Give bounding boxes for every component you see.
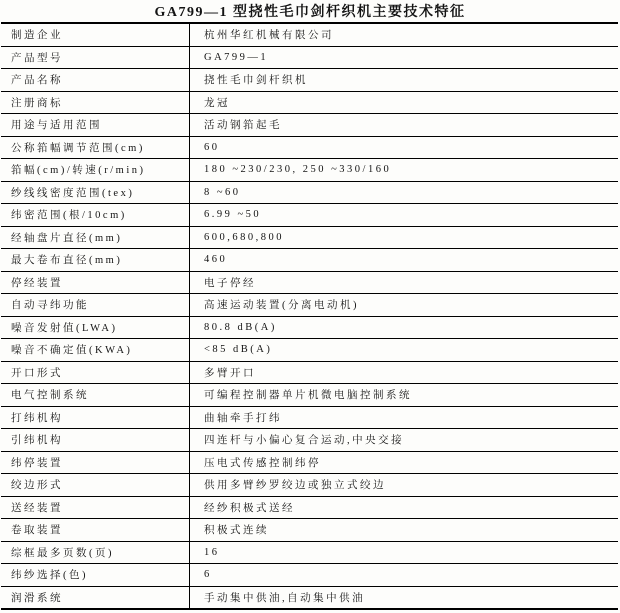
spec-value: 经纱积极式送经 <box>204 502 295 514</box>
table-row <box>1 24 618 47</box>
table-row <box>1 384 618 407</box>
spec-label: 纬停装置 <box>1 452 190 474</box>
table-row <box>1 92 618 115</box>
table-row <box>1 204 618 227</box>
table-row <box>1 159 618 182</box>
spec-value: 多臂开口 <box>204 367 256 379</box>
table-row <box>1 497 618 520</box>
spec-value: 60 <box>204 141 220 153</box>
spec-label: 经轴盘片直径(mm) <box>1 227 190 249</box>
spec-value: 杭州华红机械有限公司 <box>204 30 334 42</box>
table-row <box>1 407 618 430</box>
spec-value: 16 <box>204 546 220 558</box>
spec-value: <85 dB(A) <box>204 344 273 356</box>
table-row <box>1 362 618 385</box>
spec-value: 460 <box>204 254 228 266</box>
spec-value: 6.99 ~50 <box>204 209 262 221</box>
table-row <box>1 272 618 295</box>
spec-label: 产品名称 <box>1 69 190 91</box>
spec-label: 自动寻纬功能 <box>1 294 190 316</box>
table-row <box>1 452 618 475</box>
spec-value: 8 ~60 <box>204 186 241 198</box>
spec-value: 80.8 dB(A) <box>204 321 277 333</box>
spec-label: 送经装置 <box>1 497 190 519</box>
spec-label: 打纬机构 <box>1 407 190 429</box>
spec-label: 用途与适用范围 <box>1 114 190 136</box>
table-row <box>1 294 618 317</box>
table-row <box>1 69 618 92</box>
table-row <box>1 137 618 160</box>
spec-label: 产品型号 <box>1 47 190 69</box>
spec-label: 筘幅(cm)/转速(r/min) <box>1 159 190 181</box>
table-row <box>1 227 618 250</box>
table-row <box>1 317 618 340</box>
spec-label: 引纬机构 <box>1 429 190 451</box>
table-row <box>1 249 618 272</box>
spec-table <box>1 22 618 610</box>
spec-label: 综框最多页数(页) <box>1 542 190 564</box>
spec-label: 纬密范围(根/10cm) <box>1 204 190 226</box>
spec-label: 噪音不确定值(KWA) <box>1 339 190 361</box>
spec-value: 四连杆与小偏心复合运动,中央交接 <box>204 435 405 447</box>
table-row <box>1 339 618 362</box>
spec-value: 6 <box>204 569 212 581</box>
spec-label: 绞边形式 <box>1 474 190 496</box>
table-row <box>1 519 618 542</box>
spec-label: 纬纱选择(色) <box>1 564 190 586</box>
table-row <box>1 564 618 587</box>
table-row <box>1 474 618 497</box>
spec-value: 可编程控制器单片机微电脑控制系统 <box>204 390 412 402</box>
table-row <box>1 182 618 205</box>
spec-label: 卷取装置 <box>1 519 190 541</box>
spec-label: 停经装置 <box>1 272 190 294</box>
table-row <box>1 587 618 609</box>
spec-value: 高速运动装置(分离电动机) <box>204 300 359 312</box>
spec-label: 噪音发射值(LWA) <box>1 317 190 339</box>
spec-value: 供用多臂纱罗绞边或独立式绞边 <box>204 480 386 492</box>
table-row <box>1 542 618 565</box>
spec-value: 手动集中供油,自动集中供油 <box>204 592 366 604</box>
spec-value: 龙冠 <box>204 97 230 109</box>
spec-label: 注册商标 <box>1 92 190 114</box>
spec-label: 润滑系统 <box>1 587 190 609</box>
spec-value: GA799—1 <box>204 51 269 63</box>
spec-value: 180 ~230/230, 250 ~330/160 <box>204 164 392 176</box>
table-row <box>1 429 618 452</box>
spec-label: 制造企业 <box>1 24 190 46</box>
spec-label: 公称筘幅调节范围(cm) <box>1 137 190 159</box>
spec-label: 最大卷布直径(mm) <box>1 249 190 271</box>
spec-value: 压电式传感控制纬停 <box>204 457 321 469</box>
table-row <box>1 47 618 70</box>
page-title: GA799—1 型挠性毛巾剑杆织机主要技术特征 <box>154 4 466 20</box>
spec-value: 挠性毛巾剑杆织机 <box>204 75 308 87</box>
spec-value: 积极式连续 <box>204 525 269 537</box>
spec-value: 电子停经 <box>204 277 256 289</box>
spec-value: 曲轴牵手打纬 <box>204 412 282 424</box>
spec-value: 600,680,800 <box>204 231 284 243</box>
table-row <box>1 114 618 137</box>
spec-value: 活动钢筘起毛 <box>204 120 282 132</box>
spec-label: 开口形式 <box>1 362 190 384</box>
spec-label: 电气控制系统 <box>1 384 190 406</box>
spec-label: 纱线线密度范围(tex) <box>1 182 190 204</box>
